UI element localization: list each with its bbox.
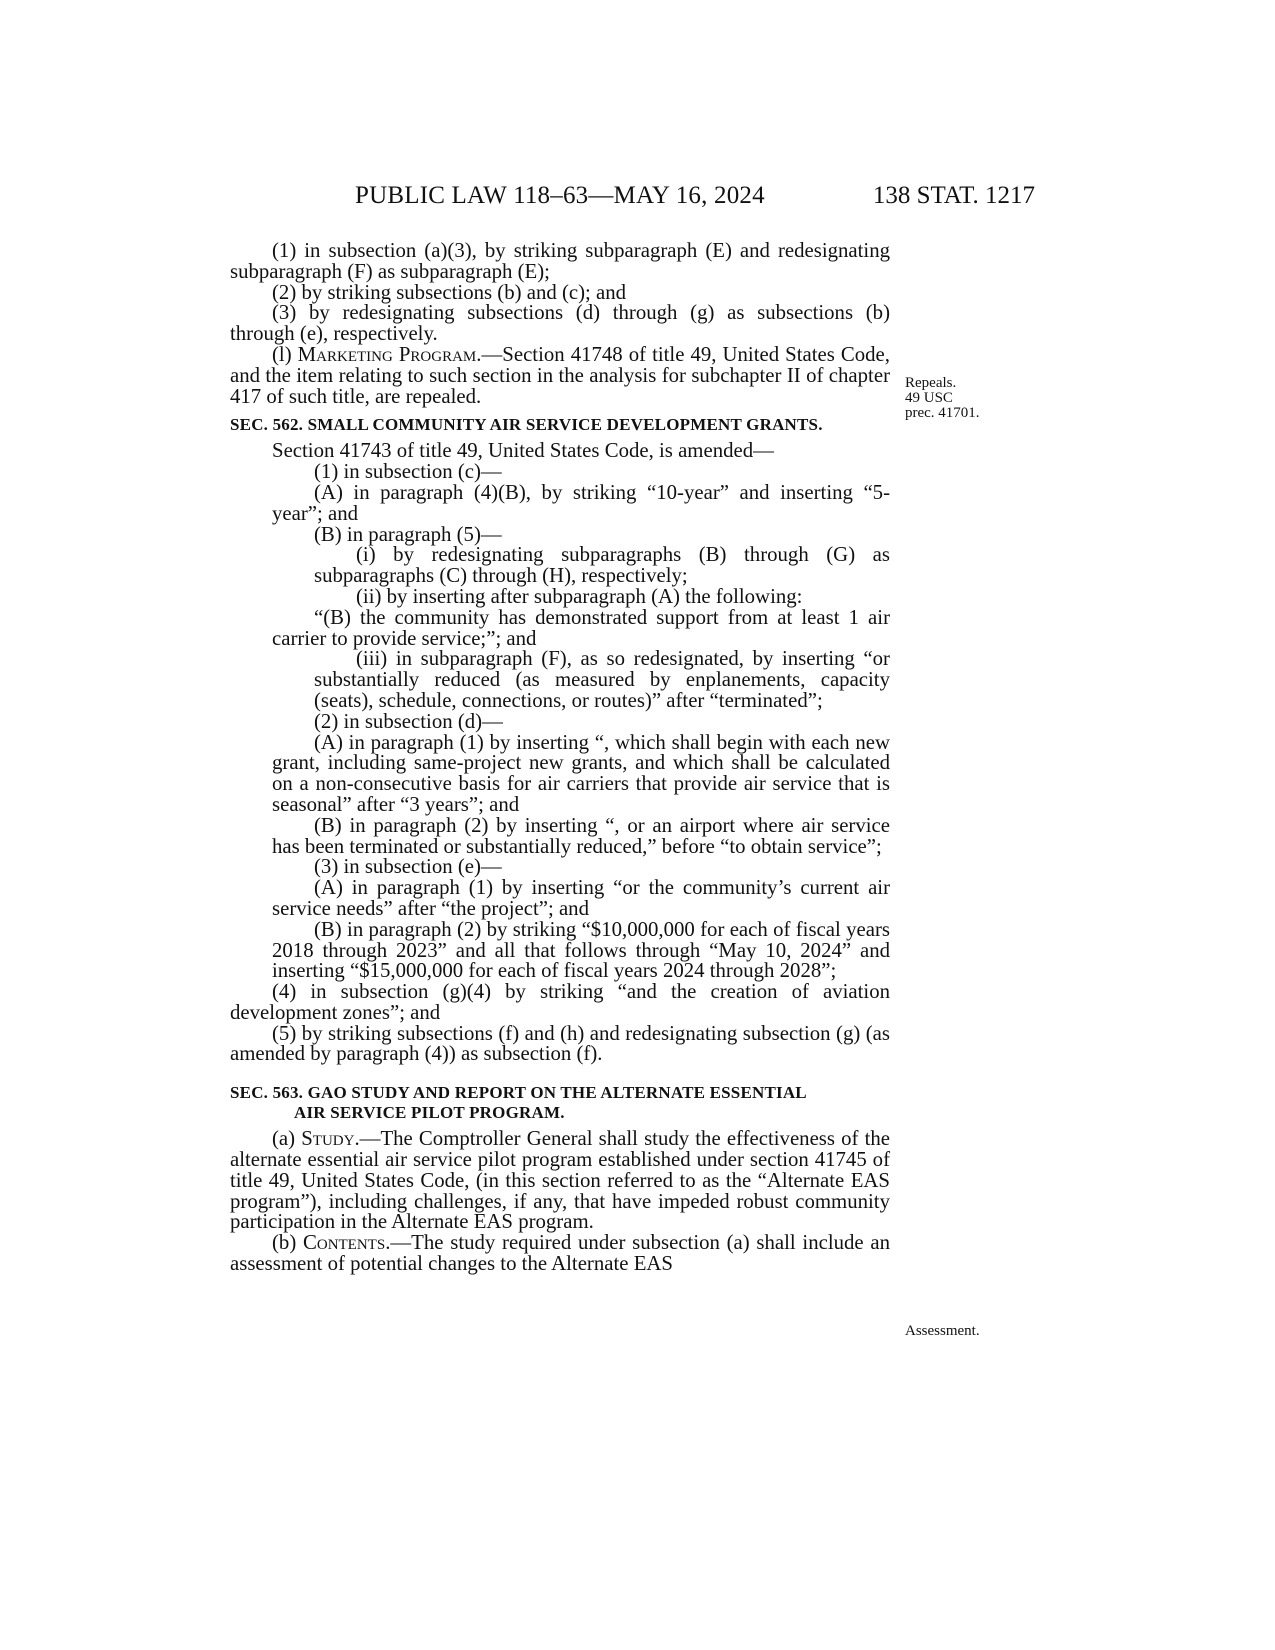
paragraph: (B) in paragraph (5)—: [314, 522, 502, 546]
paragraph: (5) by striking subsections (f) and (h) and redesignating subsection (g) (as amended by paragraph (4)) as subsection (f).: [230, 1021, 890, 1066]
paragraph: (B) in paragraph (2) by inserting “, or an airport where air service has been terminated or substantially reduced,” before “to obtain service”;: [272, 813, 890, 858]
running-head: PUBLIC LAW 118–63—MAY 16, 2024: [355, 182, 765, 209]
paragraph: (B) in paragraph (2) by striking “$10,000,000 for each of fiscal years 2018 through 2023” and all that follows through “May 10, 2024” and inserting “$15,000,000 for each of fiscal years 2024 through 2028”;: [272, 917, 890, 983]
paragraph: (1) in subsection (c)—: [314, 460, 502, 484]
subsection-b: (b) Contents.—The study required under subsection (a) shall include an assessment of potential changes to the Alternate EAS: [230, 1231, 890, 1276]
subsection-heading: Study: [301, 1127, 355, 1151]
paragraph: (ii) by inserting after subparagraph (A) the following:: [356, 584, 803, 608]
section-562-heading: SEC. 562. SMALL COMMUNITY AIR SERVICE DEVELOPMENT GRANTS.: [230, 415, 823, 435]
margin-note-assessment: Assessment.: [905, 1323, 980, 1339]
document-body: [230, 241, 890, 1275]
paragraph: Section 41743 of title 49, United States Code, is amended—: [272, 439, 774, 463]
paragraph: (1) in subsection (a)(3), by striking subparagraph (E) and redesignating subparagraph (F) as subparagraph (E);: [230, 239, 890, 283]
subsection-heading: Contents: [302, 1231, 386, 1255]
paragraph: (3) by redesignating subsections (d) through (g) as subsections (b) through (e), respectively.: [230, 301, 890, 346]
subsection-heading: Marketing Program: [297, 342, 477, 366]
margin-note-repeals: Repeals. 49 USC prec. 41701.: [905, 375, 980, 421]
paragraph: (3) in subsection (e)—: [314, 855, 502, 879]
paragraph: (iii) in subparagraph (F), as so redesignated, by inserting “or substantially reduced (as measured by enplanements, capacity (seats), schedule, connections, or routes)” after “terminated”;: [314, 647, 890, 712]
page-header: [0, 178, 1275, 218]
paragraph: (A) in paragraph (4)(B), by striking “10-year” and inserting “5-year”; and: [272, 480, 890, 525]
paragraph: (A) in paragraph (1) by inserting “, which shall begin with each new grant, including same-project new grants, and which shall be calculated on a non-consecutive basis for air carriers that provide air service that is seasonal” after “3 years”; and: [272, 730, 890, 816]
paragraph: (2) by striking subsections (b) and (c); and: [272, 280, 627, 304]
quoted-text: “(B) the community has demonstrated support from at least 1 air carrier to provide service;”; and: [272, 605, 890, 650]
paragraph: (A) in paragraph (1) by inserting “or the community’s current air service needs” after “the project”; and: [272, 876, 890, 920]
paragraph: (i) by redesignating subparagraphs (B) through (G) as subparagraphs (C) through (H), respectively;: [314, 543, 890, 588]
section-563-heading: SEC. 563. GAO STUDY AND REPORT ON THE ALTERNATE ESSENTIAL AIR SERVICE PILOT PROGRAM.: [230, 1083, 807, 1123]
subsection-l: (l) Marketing Program.—Section 41748 of title 49, United States Code, and the item relating to such section in the analysis for subchapter II of chapter 417 of such title, are repealed.: [230, 342, 890, 408]
paragraph: (2) in subsection (d)—: [314, 709, 503, 733]
paragraph: (4) in subsection (g)(4) by striking “and the creation of aviation development zones”; and: [230, 980, 890, 1024]
statute-citation: 138 STAT. 1217: [872, 182, 1035, 209]
subsection-a: (a) Study.—The Comptroller General shall study the effectiveness of the alternate essential air service pilot program established under section 41745 of title 49, United States Code, (in this section referred to as the “Alternate EAS program”), including challenges, if any, that have impeded robust community participation in the Alternate EAS program.: [230, 1127, 890, 1234]
